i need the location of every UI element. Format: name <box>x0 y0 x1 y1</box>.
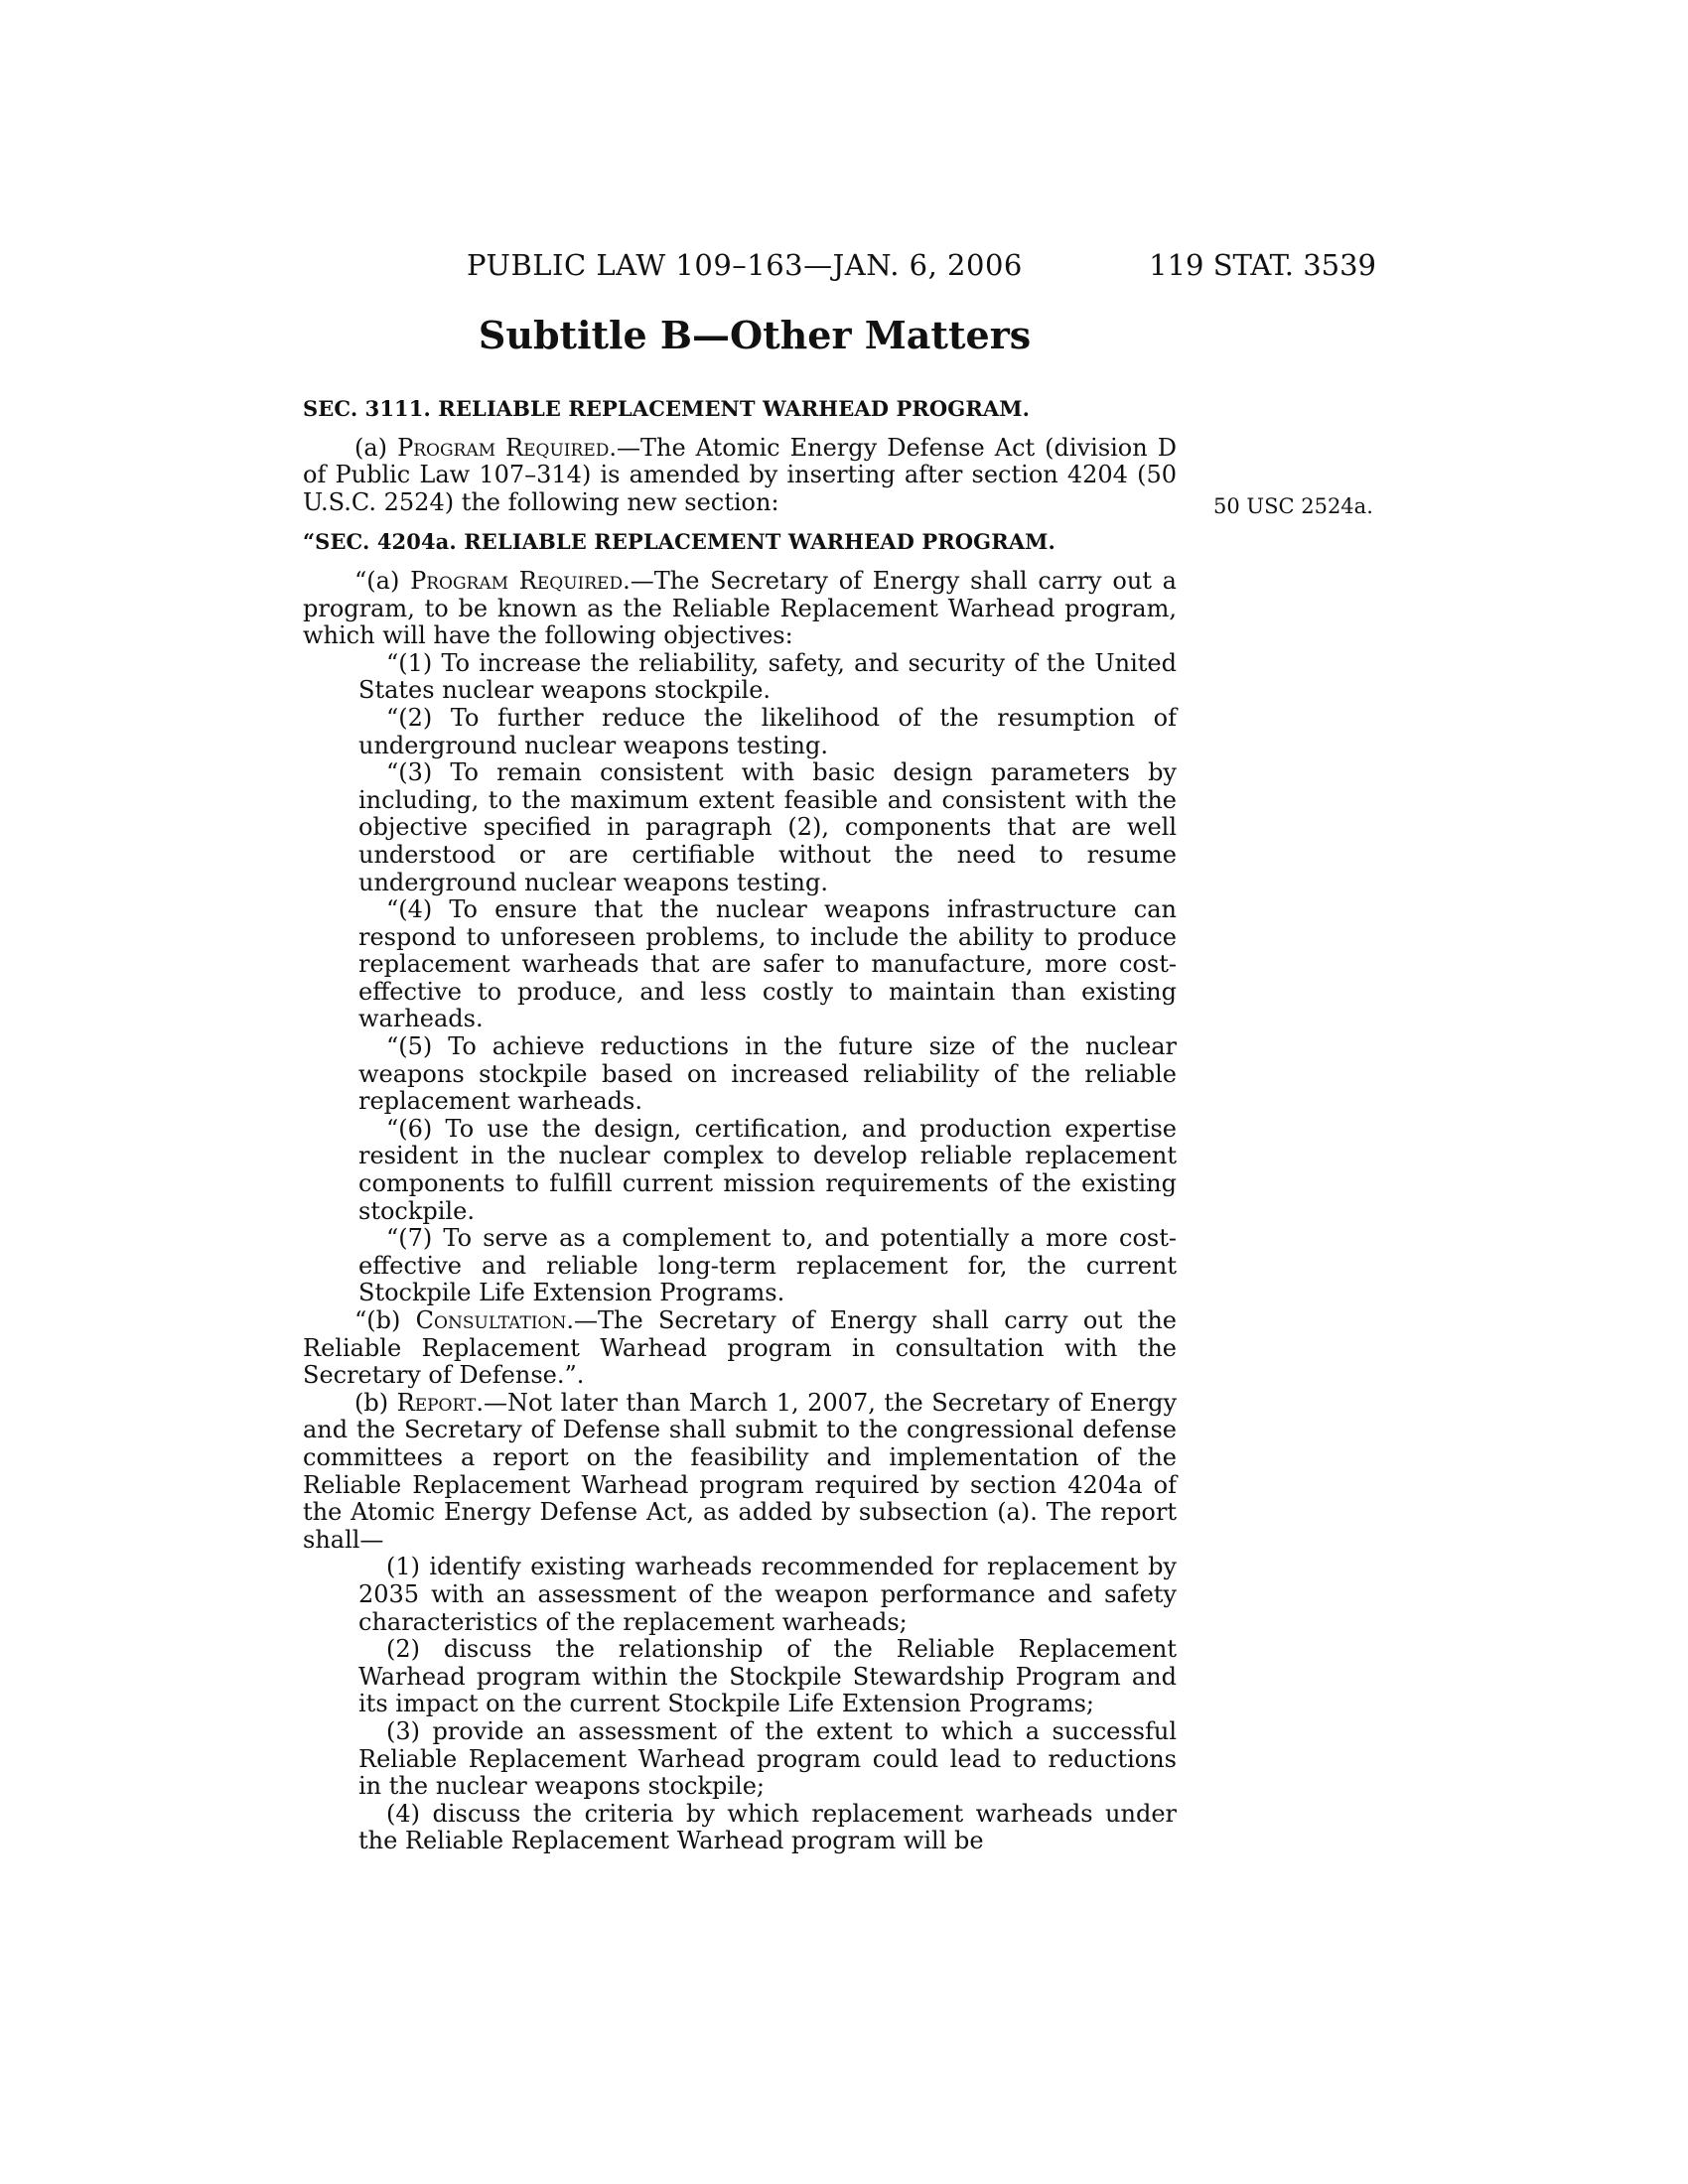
report-label: (b) <box>354 1388 397 1417</box>
section-4204a-b-text: .—The Secretary of Energy shall carry out the Reliable Replacement Warhead program in consultation with the Secretary of Defense.”. <box>303 1306 1177 1390</box>
objective-item: “(4) To ensure that the nuclear weapons infrastructure can respond to unforeseen problems, to include the ability to produce replacement warheads that are safer to manufacture, more cost-effective to produce, and less costly to maintain than existing warheads. <box>358 895 1177 1033</box>
report-title: Report <box>396 1388 477 1417</box>
objective-item: “(2) To further reduce the likelihood of the resumption of underground nuclear weapons testing. <box>358 703 1177 759</box>
section-4204a-b-label: “(b) <box>354 1306 416 1334</box>
subtitle-heading: Subtitle B—Other Matters <box>478 313 1032 357</box>
section-4204a-heading-text: “SEC. 4204a. RELIABLE REPLACEMENT WARHEAD PROGRAM. <box>303 529 1055 555</box>
section-4204a-b-title: Consultation <box>415 1306 567 1334</box>
objective-item: “(3) To remain consistent with basic design parameters by including, to the maximum extent feasible and consistent with the objective specified in paragraph (2), components that are well understood or are certifiable without the need to resume underground nuclear weapons testing. <box>358 758 1177 896</box>
report-item: (4) discuss the criteria by which replacement warheads under the Reliable Replacement Warhead program will be <box>358 1799 1177 1855</box>
section-3111-heading: SEC. 3111. RELIABLE REPLACEMENT WARHEAD PROGRAM. <box>303 396 1031 421</box>
page-header <box>467 248 1376 288</box>
section-3111-a-text: .—The Atomic Energy Defense Act (division D of Public Law 107–314) is amended by inserting after section 4204 (50 U.S.C. 2524) the following new section: <box>303 433 1177 516</box>
running-head: PUBLIC LAW 109–163—JAN. 6, 2006 <box>467 248 1023 282</box>
report-paragraph <box>303 1390 1177 1555</box>
report-item: (1) identify existing warheads recommended for replacement by 2035 with an assessment of the weapon performance and safety characteristics of the replacement warheads; <box>358 1553 1177 1636</box>
section-3111-a <box>303 435 1177 517</box>
objective-item: “(6) To use the design, certification, and production expertise resident in the nuclear complex to develop reliable replacement components to fulfill current mission requirements of the existing stockpile. <box>358 1114 1177 1225</box>
body-text <box>303 395 1177 1855</box>
section-3111-a-title: Program Required <box>397 433 610 462</box>
report-item: (3) provide an assessment of the extent to which a successful Reliable Replacement Warhead program could lead to reductions in the nuclear weapons stockpile; <box>358 1716 1177 1801</box>
section-4204a-a-title: Program Required <box>410 566 624 595</box>
section-4204a-heading <box>303 528 1177 556</box>
stat-page-number: 119 STAT. 3539 <box>1149 248 1376 282</box>
section-4204a-b <box>303 1307 1177 1390</box>
objective-item: “(1) To increase the reliability, safety, and security of the United States nuclear weapons stockpile. <box>358 648 1177 705</box>
section-4204a-a <box>303 568 1177 650</box>
margin-citation: 50 USC 2524a. <box>1213 494 1373 518</box>
section-4204a-a-text: .—The Secretary of Energy shall carry out a program, to be known as the Reliable Replacement Warhead program, which will have the following objectives: <box>303 566 1177 650</box>
section-3111-a-label: (a) <box>354 433 398 462</box>
report-text: .—Not later than March 1, 2007, the Secretary of Energy and the Secretary of Defense shall submit to the congressional defense committees a report on the feasibility and implementation of the Reliable Replacement Warhead program required by section 4204a of the Atomic Energy Defense Act, as added by subsection (a). The report shall— <box>303 1388 1177 1554</box>
objective-item: “(7) To serve as a complement to, and potentially a more cost-effective and reliable long-term replacement for, the current Stockpile Life Extension Programs. <box>358 1224 1177 1307</box>
objective-item: “(5) To achieve reductions in the future size of the nuclear weapons stockpile based on increased reliability of the reliable replacement warheads. <box>358 1032 1177 1116</box>
report-item: (2) discuss the relationship of the Reliable Replacement Warhead program within the Stockpile Stewardship Program and its impact on the current Stockpile Life Extension Programs; <box>358 1635 1177 1718</box>
section-4204a-a-label: “(a) <box>354 566 411 595</box>
